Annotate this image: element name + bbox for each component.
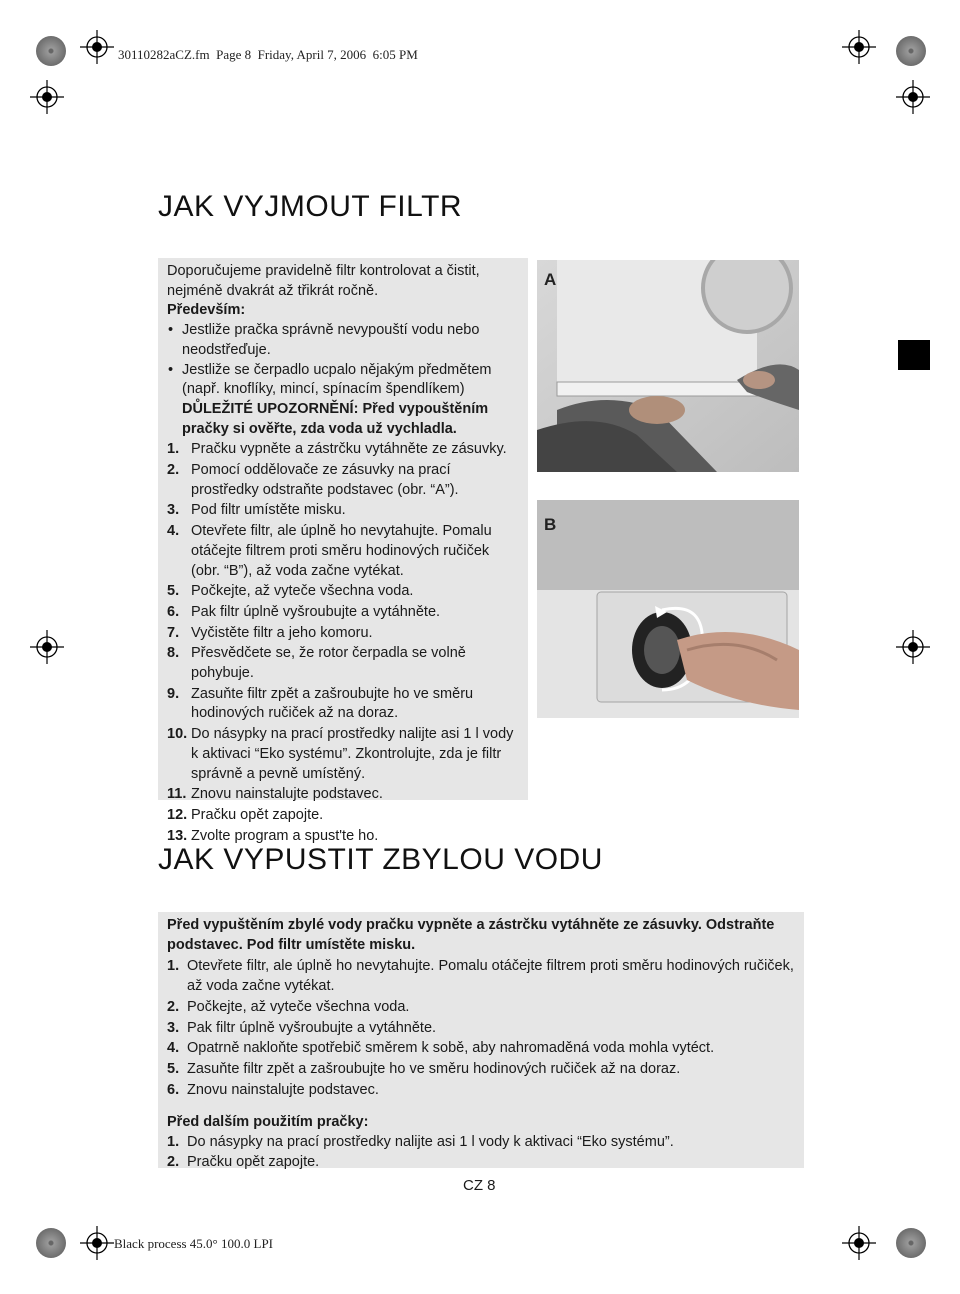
- step-text: Zvolte program a spust'te ho.: [191, 827, 379, 844]
- bullet-item: • Jestliže pračka správně nevypouští vodu nebo neodstřeďuje.: [167, 321, 519, 360]
- drain-lead-text: Před vypuštěním zbylé vody pračku vypněte a zástrčku vytáhněte ze zásuvky. Odstraňte podstavec. Pod filtr umístěte misku.: [167, 917, 775, 953]
- step-text: Zasuňte filtr zpět a zašroubujte ho ve směru hodinových ručiček až na doraz.: [191, 685, 474, 722]
- registration-mark-icon: [896, 630, 930, 664]
- print-dot-icon: [896, 36, 926, 66]
- registration-mark-icon: [896, 80, 930, 114]
- step-item: [167, 957, 795, 996]
- step-number: 4.: [167, 1040, 180, 1057]
- step-item: [167, 725, 519, 784]
- intro-text: Doporučujeme pravidelně filtr kontrolovat a čistit, nejméně dvakrát až třikrát ročně.: [167, 263, 480, 299]
- step-number: 1.: [167, 1134, 180, 1151]
- step-item: [167, 998, 795, 1018]
- figure-b-label: B: [544, 515, 557, 534]
- step-number: 6.: [167, 603, 180, 620]
- step-item: [167, 1039, 795, 1059]
- step-item: [167, 785, 519, 805]
- step-number: 3.: [167, 1019, 180, 1036]
- step-item: [167, 1060, 795, 1080]
- step-number: 9.: [167, 685, 180, 702]
- step-item: [167, 501, 519, 521]
- step-number: 2.: [167, 462, 180, 479]
- step-text: Počkejte, až vyteče všechna voda.: [187, 998, 410, 1015]
- step-text: Opatrně nakloňte spotřebič směrem k sobě, aby nahromaděná voda mohla vytéct.: [187, 1040, 715, 1057]
- step-number: 5.: [167, 583, 180, 600]
- step-number: 2.: [167, 998, 180, 1015]
- page-number: CZ 8: [463, 1177, 496, 1194]
- step-text: Do násypky na prací prostředky nalijte asi 1 l vody k aktivaci “Eko systému”.: [187, 1134, 674, 1151]
- step-item: [167, 461, 519, 500]
- step-item: [167, 685, 519, 724]
- step-text: Znovu nainstalujte podstavec.: [187, 1081, 379, 1098]
- filter-instructions-panel: [158, 258, 528, 844]
- registration-mark-icon: [842, 30, 876, 64]
- print-dot-icon: [36, 1228, 66, 1258]
- step-number: 2.: [167, 1153, 180, 1170]
- first-heading: Především:: [167, 302, 246, 319]
- print-dot-icon: [36, 36, 66, 66]
- step-number: 3.: [167, 502, 180, 519]
- step-text: Zasuňte filtr zpět a zašroubujte ho ve směru hodinových ručiček až na doraz.: [187, 1060, 681, 1077]
- section-tab: [898, 340, 930, 370]
- section-title-filter: JAK VYJMOUT FILTR: [158, 190, 463, 223]
- step-text: Pomocí oddělovače ze zásuvky na prací prostředky odstraňte podstavec (obr. “A”).: [191, 462, 459, 498]
- step-text: Počkejte, až vyteče všechna voda.: [191, 583, 414, 600]
- step-text: Vyčistěte filtr a jeho komoru.: [191, 624, 373, 641]
- warning-text: DŮLEŽITÉ UPOZORNĚNÍ: Před vypouštěním pračky si ověřte, zda voda už vychladla.: [182, 400, 489, 437]
- section-title-drain: JAK VYPUSTIT ZBYLOU VODU: [158, 843, 603, 876]
- step-number: 7.: [167, 624, 180, 641]
- step-text: Do násypky na prací prostředky nalijte asi 1 l vody k aktivaci “Eko systému”. Zkontrolujte, zda je filtr správně a pevně umístěný.: [191, 726, 514, 782]
- figure-b-photo: [537, 500, 799, 718]
- step-number: 4.: [167, 523, 180, 540]
- step-number: 1.: [167, 441, 180, 458]
- next-use-heading: Před dalším použitím pračky:: [167, 1114, 369, 1131]
- print-dot-icon: [896, 1228, 926, 1258]
- step-item: [167, 806, 519, 826]
- step-text: Pak filtr úplně vyšroubujte a vytáhněte.: [191, 603, 441, 620]
- step-item: [167, 1153, 795, 1173]
- step-number: 12.: [167, 806, 188, 823]
- step-text: Otevřete filtr, ale úplně ho nevytahujte. Pomalu otáčejte filtrem proti směru hodinových ručiček (obr. “B”), až voda začne vytékat.: [191, 523, 492, 579]
- step-text: Znovu nainstalujte podstavec.: [191, 786, 383, 803]
- registration-mark-icon: [30, 630, 64, 664]
- step-item: [167, 603, 519, 623]
- print-slug-bottom: Black process 45.0° 100.0 LPI: [114, 1236, 274, 1251]
- step-item: [167, 522, 519, 581]
- step-text: Přesvědčete se, že rotor čerpadla se volně pohybuje.: [191, 645, 466, 682]
- step-text: Pračku opět zapojte.: [187, 1153, 320, 1170]
- step-number: 1.: [167, 958, 180, 975]
- step-text: Pračku opět zapojte.: [191, 806, 324, 823]
- figure-a-label: A: [544, 270, 557, 289]
- figure-a-photo: [537, 260, 799, 472]
- step-item: [167, 440, 519, 460]
- print-slug-top: 30110282aCZ.fm Page 8 Friday, April 7, 2006 6:05 PM: [118, 47, 418, 62]
- step-number: 8.: [167, 645, 180, 662]
- drain-instructions-panel: [158, 912, 804, 1168]
- registration-mark-icon: [842, 1226, 876, 1260]
- step-number: 11.: [167, 786, 187, 803]
- step-item: [167, 582, 519, 602]
- registration-mark-icon: [80, 30, 114, 64]
- step-item: [167, 1081, 795, 1101]
- step-number: 6.: [167, 1081, 180, 1098]
- bullet-item: • Jestliže se čerpadlo ucpalo nějakým předmětem (např. knoflíky, mincí, spínacím špendlíkem): [167, 361, 519, 400]
- step-text: Otevřete filtr, ale úplně ho nevytahujte. Pomalu otáčejte filtrem proti směru hodinových ručiček, až voda začne vytékat.: [187, 958, 794, 995]
- registration-mark-icon: [80, 1226, 114, 1260]
- step-text: Pod filtr umístěte misku.: [191, 502, 346, 519]
- step-number: 13.: [167, 827, 188, 844]
- step-item: [167, 624, 519, 644]
- step-item: [167, 644, 519, 683]
- step-text: Pak filtr úplně vyšroubujte a vytáhněte.: [187, 1019, 437, 1036]
- step-text: Pračku vypněte a zástrčku vytáhněte ze zásuvky.: [191, 441, 507, 458]
- step-item: [167, 1019, 795, 1039]
- registration-mark-icon: [30, 80, 64, 114]
- step-number: 10.: [167, 726, 188, 743]
- step-item: [167, 1133, 795, 1153]
- step-number: 5.: [167, 1060, 180, 1077]
